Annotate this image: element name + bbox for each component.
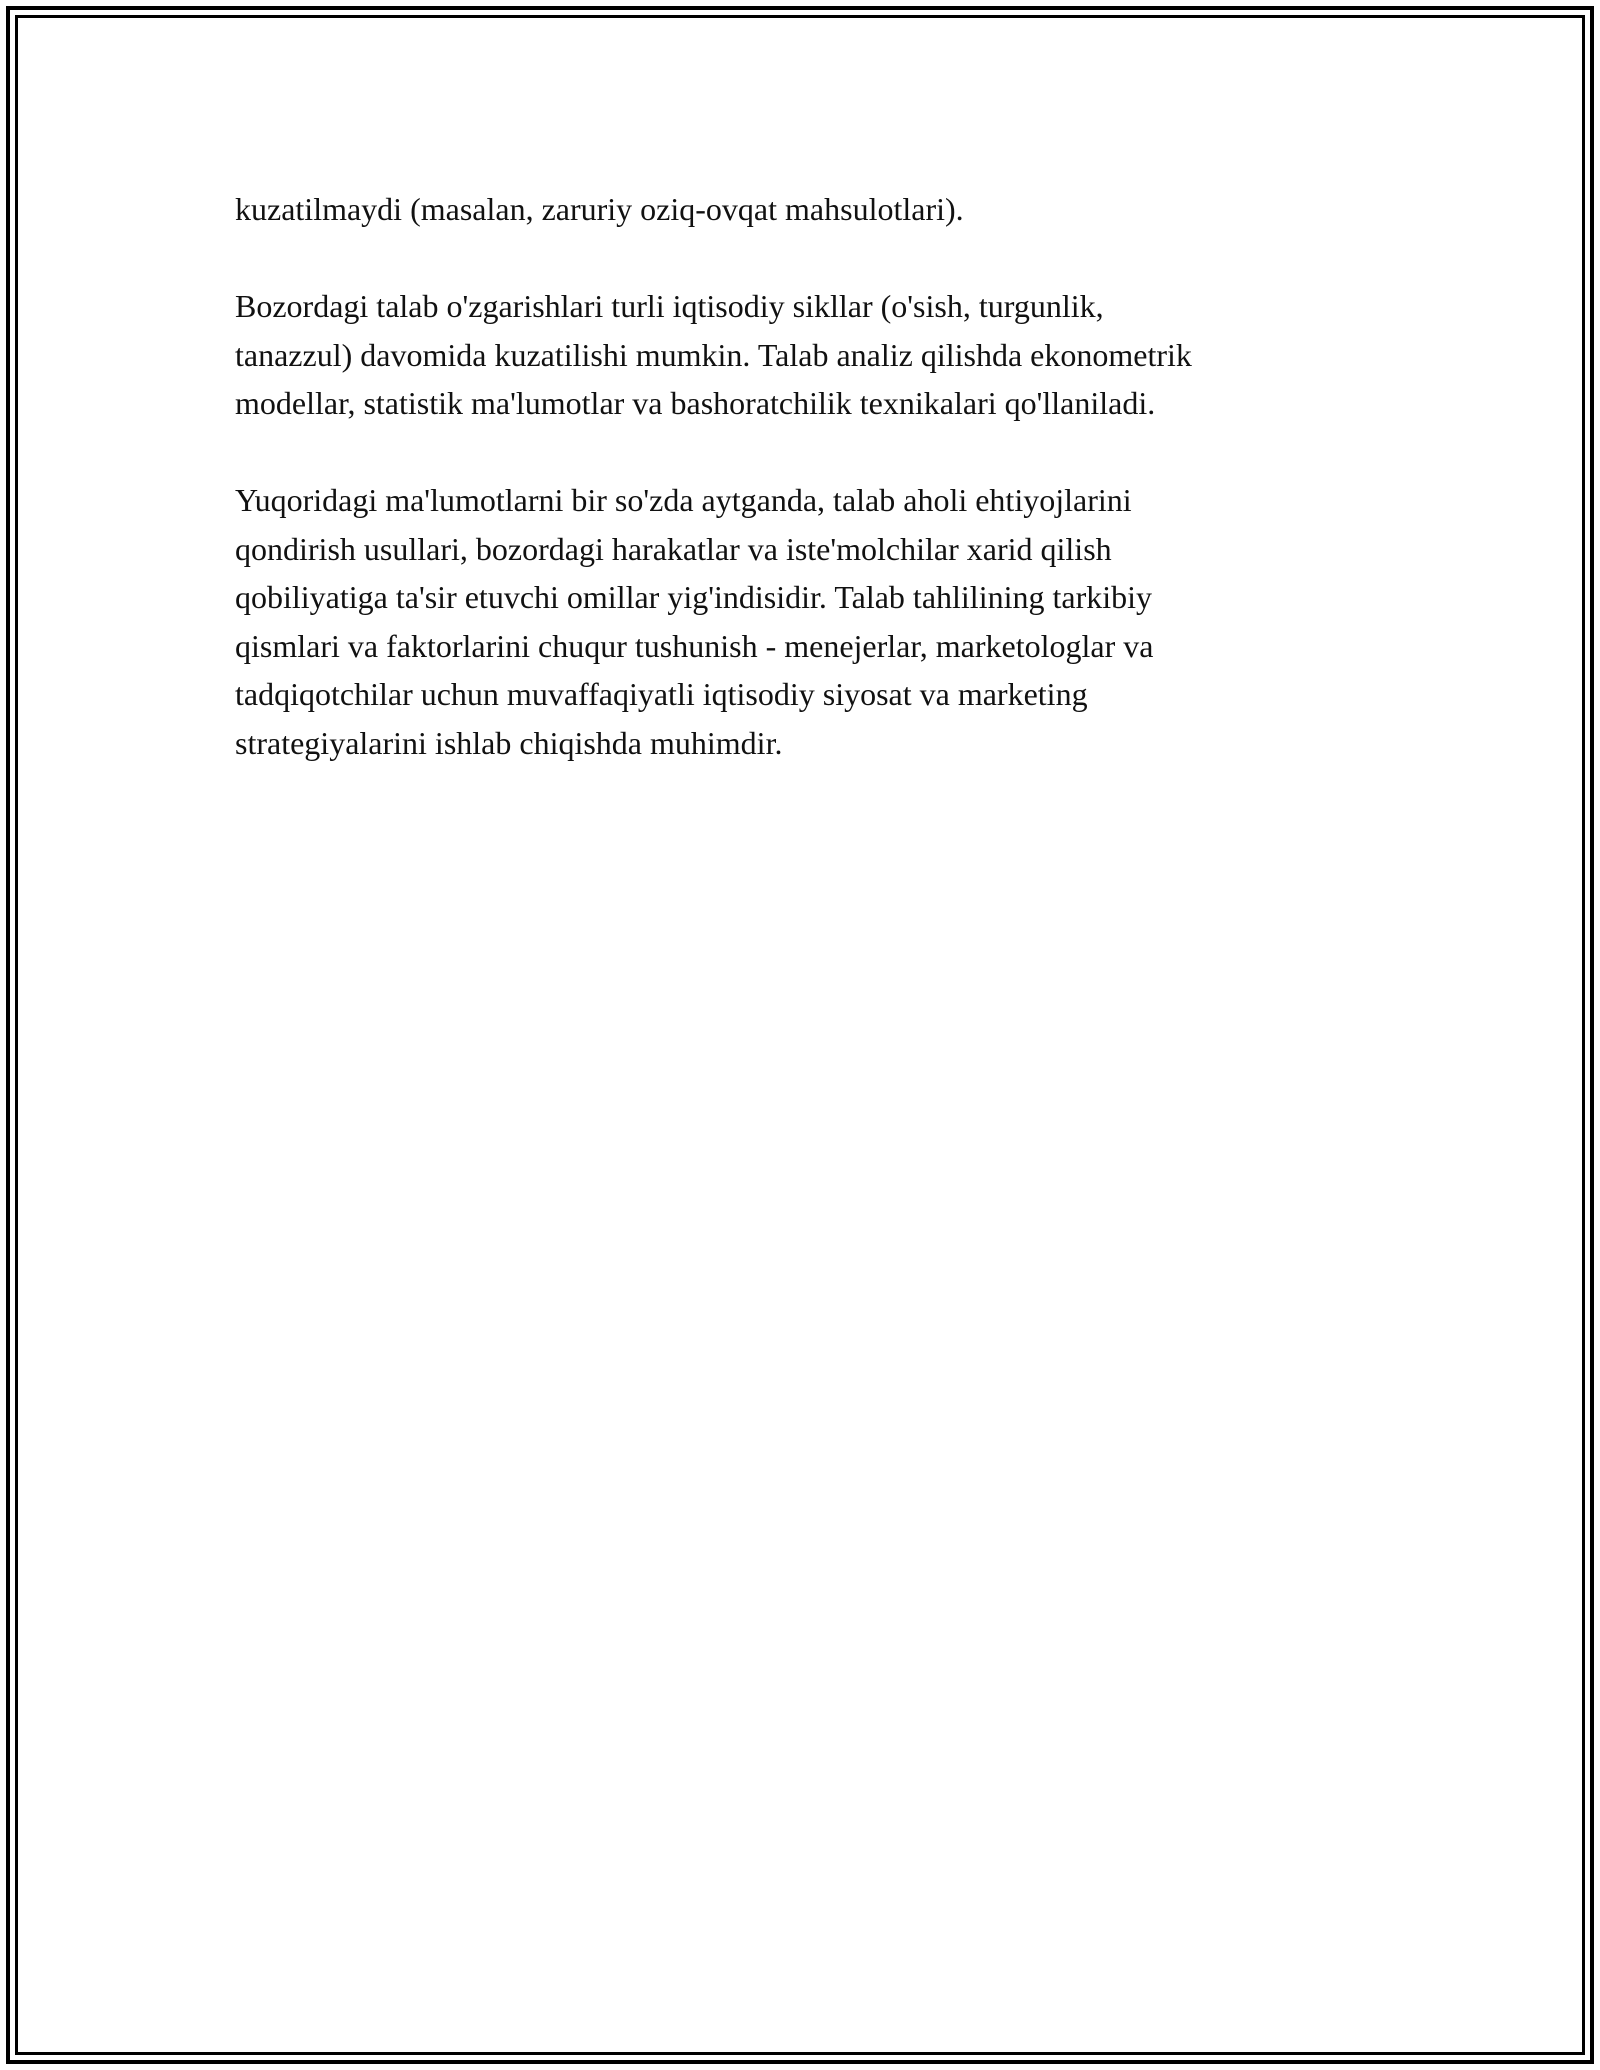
text-line: strategiyalarini ishlab chiqishda muhimdir.	[235, 724, 783, 761]
paragraph-1	[235, 185, 1375, 234]
text-line: kuzatilmaydi (masalan, zaruriy oziq-ovqat mahsulotlari).	[235, 191, 964, 227]
paragraph-3	[235, 476, 1375, 767]
text-line: modellar, statistik ma'lumotlar va bashoratchilik texnikalari qo'llaniladi.	[235, 385, 1156, 421]
text-line: qismlari va faktorlarini chuqur tushunish - menejerlar, marketologlar va	[235, 627, 1154, 664]
text-line: tanazzul) davomida kuzatilishi mumkin. Talab analiz qilishda ekonometrik	[235, 336, 1192, 373]
paragraph-2	[235, 282, 1375, 428]
text-line: Yuqoridagi ma'lumotlarni bir so'zda aytganda, talab aholi ehtiyojlarini	[235, 482, 1132, 518]
document-body	[235, 185, 1375, 816]
text-line: tadqiqotchilar uchun muvaffaqiyatli iqtisodiy siyosat va marketing	[235, 676, 1088, 712]
text-line: qondirish usullari, bozordagi harakatlar va iste'molchilar xarid qilish	[235, 530, 1112, 567]
text-line: Bozordagi talab o'zgarishlari turli iqtisodiy sikllar (o'sish, turgunlik,	[235, 288, 1104, 324]
text-line: qobiliyatiga ta'sir etuvchi omillar yig'indisidir. Talab tahlilining tarkibiy	[235, 579, 1152, 615]
